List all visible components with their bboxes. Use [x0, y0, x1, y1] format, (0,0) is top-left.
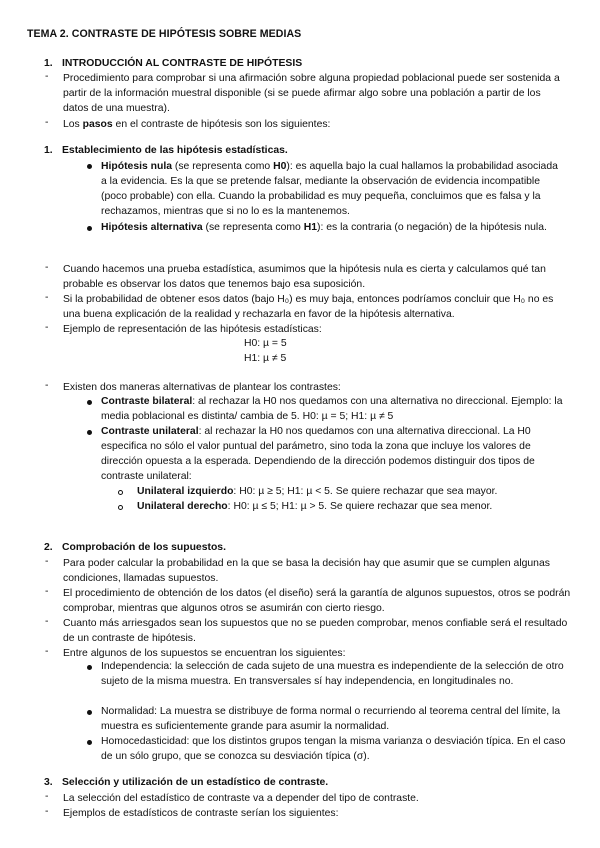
estadistico-paragraph-1: La selección del estadístico de contraste va a depender del tipo de contraste.	[63, 793, 419, 804]
document-title: TEMA 2. CONTRASTE DE HIPÓTESIS SOBRE MEDIAS	[27, 28, 302, 40]
bullet-icon	[87, 430, 92, 435]
intro-paragraph: Procedimiento para comprobar si una afirmación sobre alguna propiedad poblacional puede ser sostenida a partir de la información muestral disponible (si se puede afirmar algo sobre una población a partir de los datos de una muestra).	[63, 73, 560, 114]
hipotesis-alternativa-item: Hipótesis alternativa (se representa como H1): es la contraria (o negación) de la hipótesis nula.	[101, 222, 547, 233]
hipotesis-nula-item: Hipótesis nula (se representa como H0): es aquella bajo la cual hallamos la probabilidad asociada a la evidencia. Es la que se pretende falsar, mediante la observación de evidencia incompatible (poco probable) con ella. Cuando la probabilidad es muy pequeña, concluimos que es falsa y la rechazamos, mientras que si no lo es la mantenemos.	[101, 161, 558, 217]
dash-marker: -	[45, 292, 49, 303]
contraste-unilateral-item: Contraste unilateral: al rechazar la H0 nos quedamos con una alternativa direccional. La H0 especifica no sólo el valor puntual del parámetro, sino toda la zona que incluye los valores de dirección opuesta a la esperada. Dependiendo de la dirección podemos distinguir dos tipos de contraste unilateral:	[101, 426, 535, 482]
dash-marker: -	[45, 322, 49, 333]
ejemplo-paragraph: Ejemplo de representación de las hipótesis estadísticas:	[63, 324, 322, 335]
bullet-icon	[87, 164, 92, 169]
bullet-icon	[87, 710, 92, 715]
estadistico-paragraph-2: Ejemplos de estadísticos de contraste serían los siguientes:	[63, 808, 339, 819]
dash-marker: -	[45, 117, 49, 128]
contraste-bilateral-item: Contraste bilateral: al rechazar la H0 nos quedamos con una alternativa no direccional. Ejemplo: la media poblacional es distinta/ cambia de 5. H0: µ = 5; H1: µ ≠ 5	[101, 396, 563, 422]
equation-h0: H0: µ = 5	[244, 338, 287, 349]
probabilidad-paragraph: Si la probabilidad de obtener esos datos (bajo H₀) es muy baja, entonces podríamos concluir que H₀ no es una buena explicación de la realidad y rechazarla en favor de la hipótesis alternativa.	[63, 294, 554, 320]
dash-marker: -	[45, 806, 49, 817]
dash-marker: -	[45, 380, 49, 391]
supuestos-paragraph-3: Cuanto más arriesgados sean los supuestos que no se pueden comprobar, menos confiable será el resultado de un contraste de hipótesis.	[63, 618, 568, 644]
bullet-icon	[87, 740, 92, 745]
independencia-item: Independencia: la selección de cada sujeto de una muestra es independiente de la selección de otro sujeto de la misma muestra. En transversales sí hay independencia, en longitudinales no.	[101, 661, 564, 687]
unilateral-derecho-item: Unilateral derecho: H0: µ ≤ 5; H1: µ > 5. Se quiere rechazar que sea menor.	[137, 501, 493, 512]
circle-bullet-icon	[118, 490, 123, 495]
dash-marker: -	[45, 646, 49, 657]
circle-bullet-icon	[118, 505, 123, 510]
normalidad-item: Normalidad: La muestra se distribuye de forma normal o recurriendo al teorema central del límite, la muestra es suficientemente grande para asumir la normalidad.	[101, 706, 561, 732]
unilateral-izquierdo-item: Unilateral izquierdo: H0: µ ≥ 5; H1: µ < 5. Se quiere rechazar que sea mayor.	[137, 486, 498, 497]
supuestos-paragraph-4: Entre algunos de los supuestos se encuentran los siguientes:	[63, 648, 346, 659]
supuestos-paragraph-1: Para poder calcular la probabilidad en la que se basa la decisión hay que asumir que se cumplen algunas condiciones, llamadas supuestos.	[63, 558, 550, 584]
document-page: TEMA 2. CONTRASTE DE HIPÓTESIS SOBRE MEDIAS 1. INTRODUCCIÓN AL CONTRASTE DE HIPÓTESIS - Procedimiento para comprobar si una afirmación sobre alguna propiedad poblacional puede ser sostenida a partir de la información muestral disponible (si se puede afirmar algo sobre una población a partir de los datos de una muestra). - Los pasos en el contraste de hipótesis son los siguientes: 1. Establecimiento de las hipótesis estadísticas. Hipótesis nula (se representa como H0): es aquella bajo la cual hallamos la probabilidad asociada a la evidencia. Es la que se pretende falsar, mediante la observación de evidencia incompatible (poco probable) con ella. Cuando la probabilidad es muy pequeña, concluimos que es falsa y la rechazamos, mientras que si no lo es la mantenemos. Hipótesis alternativa (se representa como H1): es la contraria (o negación) de la hipótesis nula. - Cuando hacemos una prueba estadística, asumimos que la hipótesis nula es cierta y calculamos qué tan probable es observar los datos que tenemos bajo esa suposición. - Si la probabilidad de obtener esos datos (bajo H₀) es muy baja, entonces podríamos concluir que H₀ no es una buena explicación de la realidad y rechazarla en favor de la hipótesis alternativa. - Ejemplo de representación de las hipótesis estadísticas: H0: µ = 5 H1: µ ≠ 5 - Existen dos maneras alternativas de plantear los contrastes: Contraste bilateral: al rechazar la H0 nos quedamos con una alternativa no direccional. Ejemplo: la media poblacional es distinta/ cambia de 5. H0: µ = 5; H1: µ ≠ 5 Contraste unilateral: al rechazar la H0 nos quedamos con una alternativa direccional. La H0 especifica no sólo el valor puntual del parámetro, sino toda la zona que incluye los valores de dirección opuesta a la esperada. Dependiendo de la dirección podemos distinguir dos tipos de contraste unilateral: Unilateral izquierdo: H0: µ ≥ 5; H1: µ < 5. Se quiere rechazar que sea mayor. Unilateral derecho: H0: µ ≤ 5; H1: µ > 5. Se quiere rechazar que sea menor. 2. Comprobación de los supuestos. - Para poder calcular la probabilidad en la que se basa la decisión hay que asumir que se cumplen algunas condiciones, llamadas supuestos. - El procedimiento de obtención de los datos (el diseño) será la garantía de algunos supuestos, otros se podrán comprobar, mientras que algunos otros se asumirán con cierto riesgo. - Cuanto más arriesgados sean los supuestos que no se pueden comprobar, menos confiable será el resultado de un contraste de hipótesis. - Entre algunos de los supuestos se encuentran los siguientes: Independencia: la selección de cada sujeto de una muestra es independiente de la selección de otro sujeto de la misma muestra. En transversales sí hay independencia, en longitudinales no. Normalidad: La muestra se distribuye de forma normal o recurriendo al teorema central del límite, la muestra es suficientemente grande para asumir la normalidad. Homocedasticidad: que los distintos grupos tengan la misma varianza o desviación típica. En el caso de un sólo grupo, que se conozca su desviación típica (σ). 3. Selección y utilización de un estadístico de contraste. - La selección del estadístico de contraste va a depender del tipo de contraste. - Ejemplos de estadísticos de contraste serían los siguientes:	[0, 0, 600, 848]
prueba-paragraph: Cuando hacemos una prueba estadística, asumimos que la hipótesis nula es cierta y calculamos qué tan probable es observar los datos que tenemos bajo esa suposición.	[63, 264, 546, 290]
dash-marker: -	[45, 556, 49, 567]
dash-marker: -	[45, 616, 49, 627]
dash-marker: -	[45, 791, 49, 802]
dash-marker: -	[45, 71, 49, 82]
bullet-icon	[87, 400, 92, 405]
steps-paragraph: Los pasos en el contraste de hipótesis son los siguientes:	[63, 119, 331, 130]
homocedasticidad-item: Homocedasticidad: que los distintos grupos tengan la misma varianza o desviación típica. En el caso de un sólo grupo, que se conozca su desviación típica (σ).	[101, 736, 566, 762]
dash-marker: -	[45, 586, 49, 597]
maneras-paragraph: Existen dos maneras alternativas de plantear los contrastes:	[63, 382, 341, 393]
bullet-icon	[87, 226, 92, 231]
equation-h1: H1: µ ≠ 5	[244, 353, 287, 364]
bullet-icon	[87, 665, 92, 670]
supuestos-paragraph-2: El procedimiento de obtención de los datos (el diseño) será la garantía de algunos supuestos, otros se podrán comprobar, mientras que algunos otros se asumirán con cierto riesgo.	[63, 588, 571, 614]
dash-marker: -	[45, 262, 49, 273]
